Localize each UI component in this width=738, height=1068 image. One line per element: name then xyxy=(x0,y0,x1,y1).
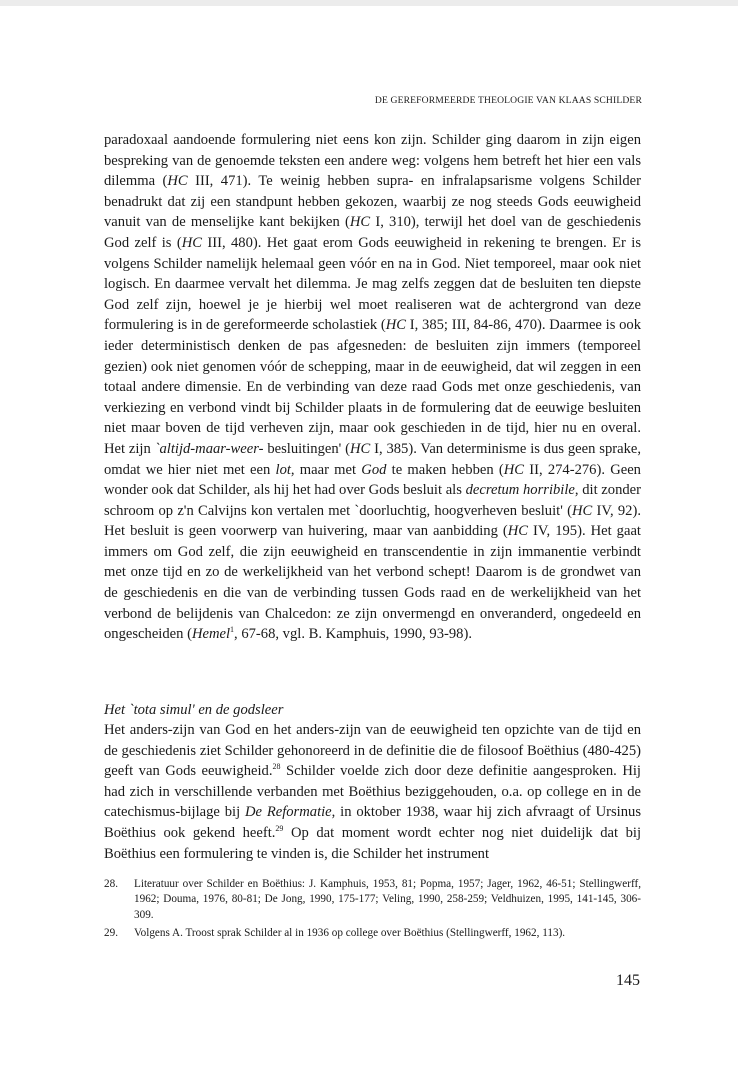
footnote-number: 29. xyxy=(104,927,118,940)
text-run: IV, 195). Het gaat immers om God zelf, die zijn eeuwigheid en transcendentie in zijn immanentie verbindt met onze tijd en zo de werkelijkheid van het verbond schept! Daarom is de grondwet van de geschiedenis en die van de verbinding tussen Gods raad en de werkelijkheid van het verbond de belijdenis van Chalcedon: ze zijn onvermengd en onveranderd, ongedeeld en ongescheiden ( xyxy=(104,523,641,643)
italic-run: De Reformatie xyxy=(244,804,332,821)
body-paragraph-1 xyxy=(104,130,641,645)
text-run: , maar met xyxy=(290,461,362,478)
footnotes xyxy=(104,877,641,945)
text-run: te maken hebben ( xyxy=(386,461,504,478)
text-run: , 67-68, vgl. B. Kamphuis, 1990, 93-98). xyxy=(234,626,472,643)
text-run: I, 385; III, 84-86, 470). Daarmee is ook ieder deterministisch denken de pas afgesneden: de besluiten zijn immers (temporeel gezien) ook niet genomen vóór de schepping, maar in de eeuwigheid, dat wil zeggen in een totaal andere dimensie. En de verbinding van deze raad Gods met onze geschiedenis, van verkiezing en verbond vindt bij Schilder plaats in de formulering dat de eeuwige besluiten niet maar boven de tijd verheven zijn, maar ook geschieden in de tijd, hier nu en overal. Het zijn xyxy=(104,317,642,457)
italic-run: decretum horribile xyxy=(465,482,575,499)
section-heading: Het `tota simul' en de godsleer xyxy=(104,702,284,718)
running-head: DE GEREFORMEERDE THEOLOGIE VAN KLAAS SCHILDER xyxy=(374,95,642,106)
text-run: II, 274-276). Geen wonder ook dat Schilder, als hij het had over Gods besluit als xyxy=(104,461,641,499)
text-run: , dit zonder schroom op z'n Calvijns kon vertalen met `doorluchtig, hoogverheven besluit' ( xyxy=(104,482,642,519)
italic-run: HC xyxy=(181,234,202,251)
footnote-number: 28. xyxy=(104,878,118,890)
paragraph-text xyxy=(104,130,641,645)
footnote-ref: 28 xyxy=(272,762,281,772)
italic-run: HC xyxy=(167,173,188,190)
italic-run: HC xyxy=(349,440,371,457)
text-run: besluitingen' ( xyxy=(263,440,350,457)
page-number: 145 xyxy=(616,972,640,989)
italic-run: HC xyxy=(503,461,525,478)
body-paragraph-2 xyxy=(104,720,641,864)
italic-run: HC xyxy=(385,317,407,334)
italic-run: lot xyxy=(275,461,291,478)
footnote-ref: 1 xyxy=(230,625,235,635)
italic-run: HC xyxy=(349,214,371,231)
text-run: Het anders-zijn van God en het anders-zijn van de eeuwigheid ten opzichte van de tijd en de geschiedenis ziet Schilder gehonoreerd in de definitie die de filosoof Boëthius (480-425) geeft van Gods eeuwigheid. xyxy=(104,722,641,780)
italic-run: HC xyxy=(571,502,593,519)
footnote-text: Literatuur over Schilder en Boëthius: J. Kamphuis, 1953, 81; Popma, 1957; Jager, 1962, 46-51; Stellingwerff, 1962; Douma, 1976, 80-81; De Jong, 1990, 175-177; Veling, 1990, 258-259; Veldhuizen, 1995, 141-145, 306-309. xyxy=(134,878,641,921)
scan-top-edge xyxy=(0,0,738,6)
italic-run: God xyxy=(361,461,387,478)
text-run: I, 310), terwijl het doel van de geschiedenis God zelf is ( xyxy=(104,214,642,251)
footnote-text: Volgens A. Troost sprak Schilder al in 1936 op college over Boëthius (Stellingwerff, 1962, 113). xyxy=(134,927,566,940)
text-run: paradoxaal aandoende formulering niet eens kon zijn. Schilder ging daarom in zijn eigen bespreking van de genoemde teksten een andere weg: volgens hem betreft het hier een vals dilemma ( xyxy=(104,132,641,190)
footnote-28 xyxy=(104,877,641,923)
text-run: III, 480). Het gaat erom Gods eeuwigheid in rekening te brengen. Er is volgens Schilder namelijk helemaal geen vóór en na in God. Niet temporeel, maar ook niet logisch. En daarmee vervalt het dilemma. Je mag zelfs zeggen dat de besluiten ten diepste God zelf zijn, hoewel je je hierbij wel moet realiseren wat de achtergrond van deze formulering is in de gereformeerde scholastiek ( xyxy=(104,234,641,334)
text-run: Op dat moment wordt echter nog niet duidelijk dat bij Boëthius een formulering te vinden is, die Schilder het instrument xyxy=(104,824,642,862)
text-run: , in oktober 1938, waar hij zich afvraagt of Ursinus Boëthius ook gekend heeft. xyxy=(104,804,641,841)
text-run: III, 471). Te weinig hebben supra- en infralapsarisme volgens Schilder benadrukt dat zij een standpunt hebben gekozen, waarbij ze nog steeds Gods eeuwigheid vanuit van de menselijke kant bekijken ( xyxy=(104,173,641,231)
text-run: I, 385). Van determinisme is dus geen sprake, omdat we hier niet met een xyxy=(104,440,641,478)
footnote-29 xyxy=(104,926,641,941)
footnote-ref: 29 xyxy=(275,824,284,834)
italic-run: `altijd-maar-weer- xyxy=(154,440,264,457)
text-run: IV, 92). Het besluit is geen voorwerp van huivering, maar van aanbidding ( xyxy=(104,502,641,540)
italic-run: Hemel xyxy=(191,626,231,643)
italic-run: HC xyxy=(507,523,529,540)
text-run: Schilder voelde zich door deze definitie aangesproken. Hij had zich in verschillende verbanden met Boëthius beziggehouden, o.a. op college en in de catechismus-bijlage bij xyxy=(104,763,641,821)
